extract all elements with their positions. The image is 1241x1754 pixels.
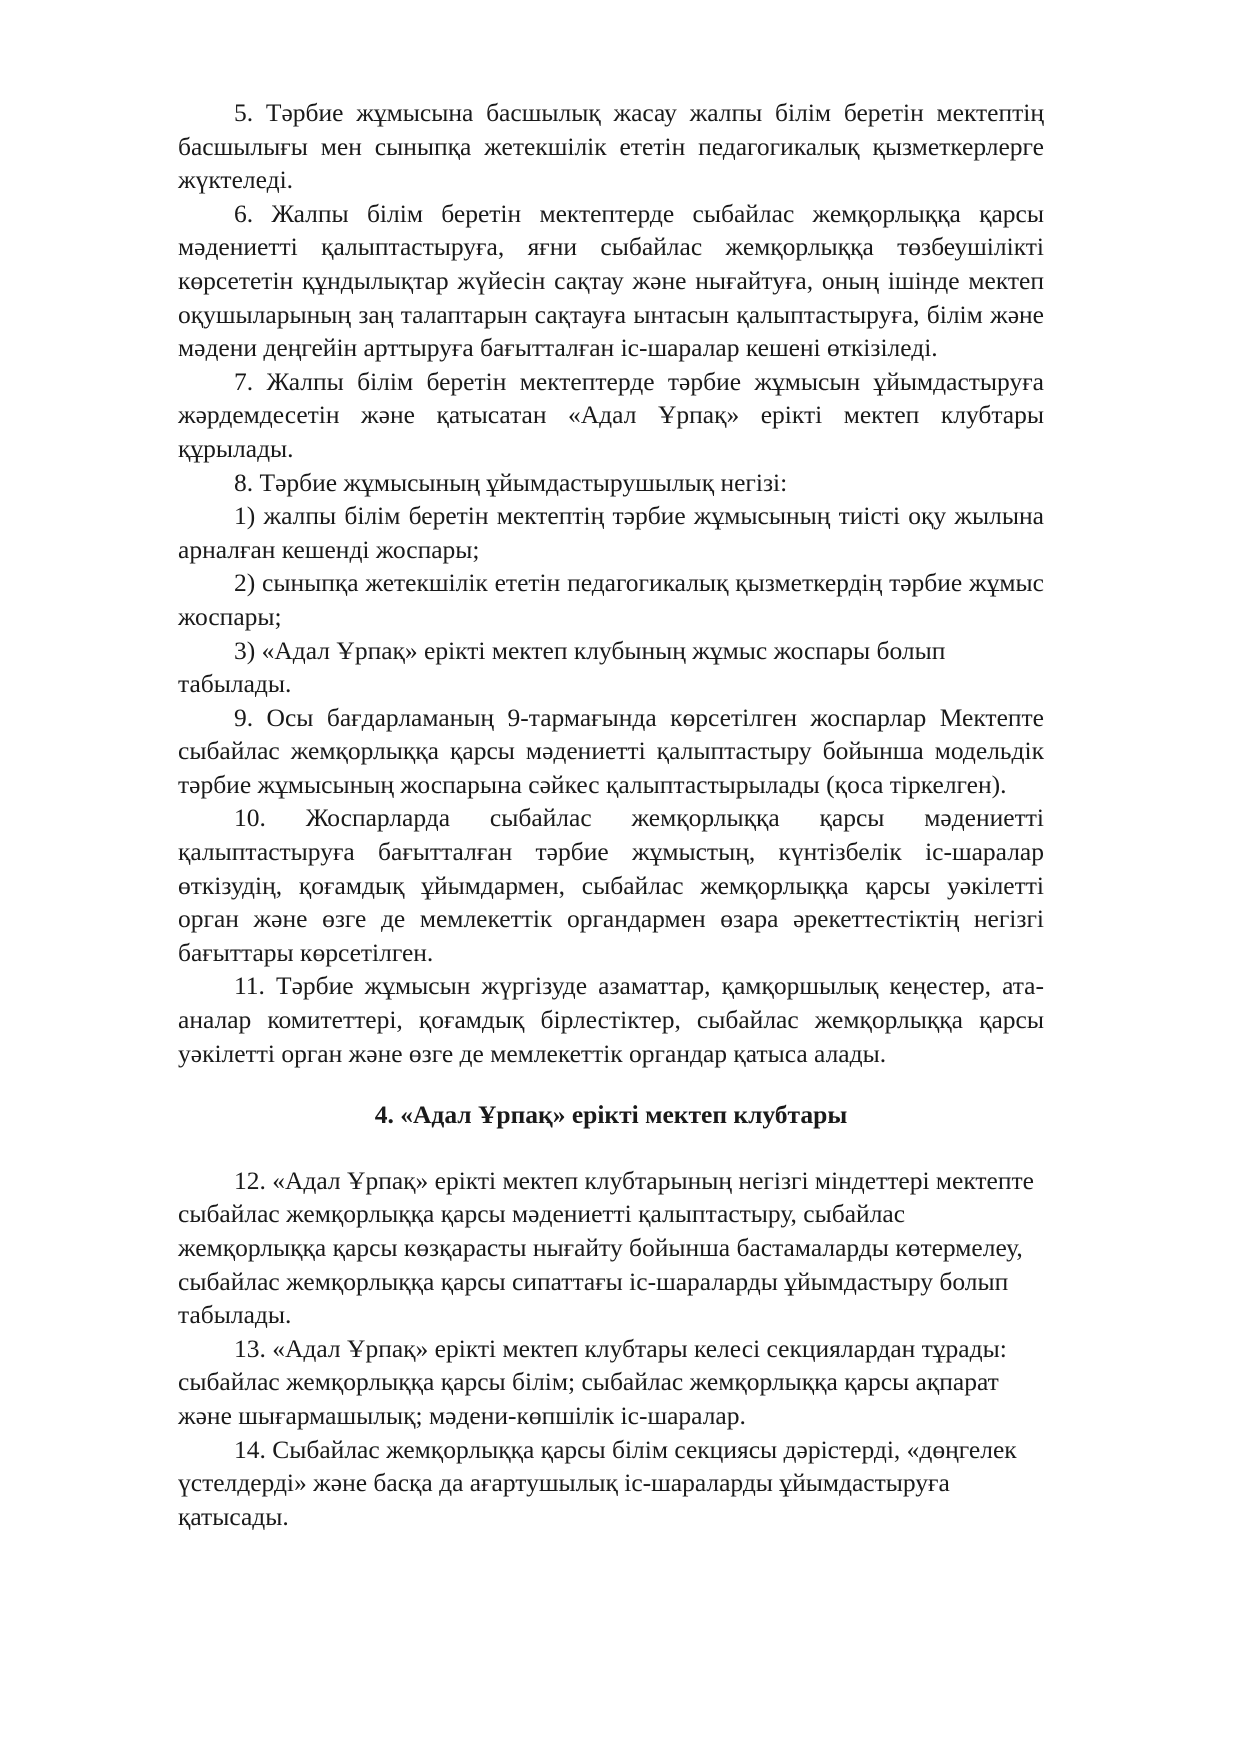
list-item-2: 2) сыныпқа жетекшілік ететін педагогикалық қызметкердің тәрбие жұмыс жоспары; <box>178 568 1044 631</box>
list-item-1: 1) жалпы білім беретін мектептің тәрбие жұмысының тиісті оқу жылына арналған кешенді жоспары; <box>178 501 1044 564</box>
paragraph-9: 9. Осы бағдарламаның 9-тармағында көрсетілген жоспарлар Мектепте сыбайлас жемқорлыққа қарсы мәдениетті қалыптастыру бойынша модельдік тәрбие жұмысының жоспарына сәйкес қалыптастырылады (қоса тіркелген). <box>178 702 1044 799</box>
paragraph-13: 13. «Адал Ұрпақ» ерікті мектеп клубтары келесі секциялардан тұрады: сыбайлас жемқорлыққа қарсы білім; сыбайлас жемқорлыққа қарсы ақпарат және шығармашылық; мәдени-көпшілік іс-шаралар. <box>178 1333 1007 1430</box>
paragraph-14: 14. Сыбайлас жемқорлыққа қарсы білім секциясы дәрістерді, «дөңгелек үстелдерді» және басқа да ағартушылық іс-шараларды ұйымдастыруға қатысады. <box>178 1434 1017 1531</box>
paragraph-10: 10. Жоспарларда сыбайлас жемқорлыққа қарсы мәдениетті қалыптастыруға бағытталған тәрбие жұмыстың, күнтізбелік іс-шаралар өткізудің, қоғамдық ұйымдармен, сыбайлас жемқорлыққа қарсы уәкілетті орган және өзге де мемлекеттік органдармен өзара әрекеттестіктің негізгі бағыттары көрсетілген. <box>178 803 1044 967</box>
section-heading: 4. «Адал Ұрпақ» ерікті мектеп клубтары <box>374 1100 848 1130</box>
paragraph-6: 6. Жалпы білім беретін мектептерде сыбайлас жемқорлыққа қарсы мәдениетті қалыптастыруға, яғни сыбайлас жемқорлыққа төзбеушілікті көрсететін құндылықтар жүйесін сақтау және нығайтуға, оның ішінде мектеп оқушыларының заң талаптарын сақтауға ынтасын қалыптастыруға, білім және мәдени деңгейін арттыруға бағытталған іс-шаралар кешені өткізіледі. <box>178 198 1044 363</box>
paragraph-12: 12. «Адал Ұрпақ» ерікті мектеп клубтарының негізгі міндеттері мектепте сыбайлас жемқорлыққа қарсы мәдениетті қалыптастыру, сыбайлас жемқорлыққа қарсы көзқарасты нығайту бойынша бастамаларды көтермелеу, сыбайлас жемқорлыққа қарсы сипаттағы іс-шараларды ұйымдастыру болып табылады. <box>178 1165 1034 1330</box>
paragraph-11: 11. Тәрбие жұмысын жүргізуде азаматтар, қамқоршылық кеңестер, ата- аналар комитеттері, қоғамдық бірлестіктер, сыбайлас жемқорлыққа қарсы уәкілетті орган және өзге де мемлекеттік органдар қатыса алады. <box>178 971 1044 1068</box>
document-page <box>178 96 1044 1533</box>
paragraph-8: 8. Тәрбие жұмысының ұйымдастырушылық негізі: <box>234 467 788 497</box>
list-item-3: 3) «Адал Ұрпақ» ерікті мектеп клубының жұмыс жоспары болып табылады. <box>178 635 946 699</box>
paragraph-5: 5. Тәрбие жұмысына басшылық жасау жалпы білім беретін мектептің басшылығы мен сыныпқа жетекшілік ететін педагогикалық қызметкерлерге жүктеледі. <box>178 98 1044 195</box>
paragraph-7: 7. Жалпы білім беретін мектептерде тәрбие жұмысын ұйымдастыруға жәрдемдесетін және қатысатан «Адал Ұрпақ» ерікті мектеп клубтары құрылады. <box>178 366 1044 463</box>
